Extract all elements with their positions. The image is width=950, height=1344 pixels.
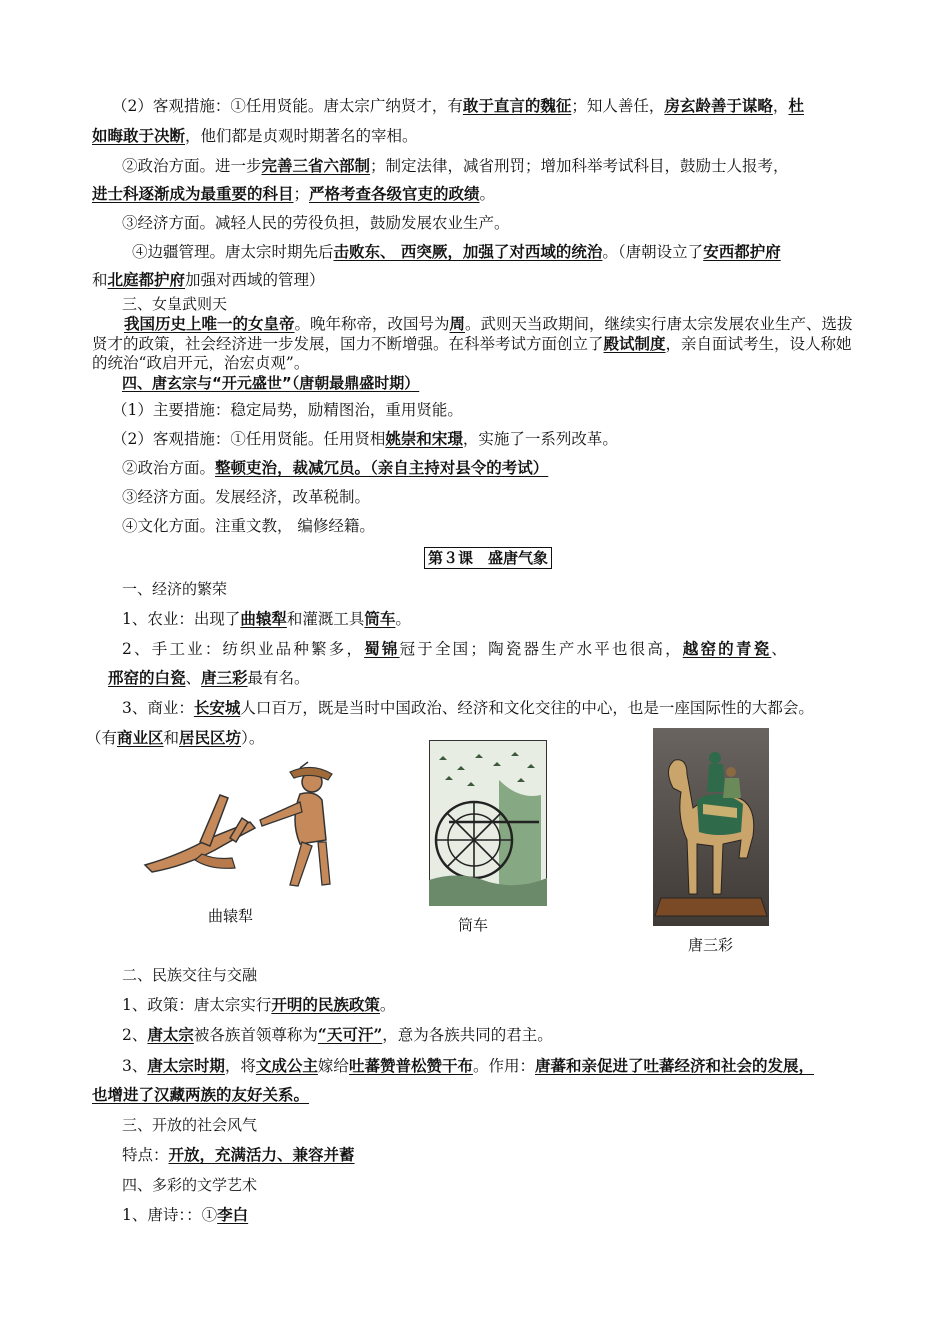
key-term: 进士科逐渐成为最重要的科目 — [92, 184, 294, 203]
key-term: 如晦敢于决断 — [92, 126, 186, 145]
text-line — [122, 1056, 892, 1076]
section-heading: 三、女皇武则天 — [122, 295, 228, 313]
text: 1、农业：出现了 — [122, 610, 241, 628]
text: 和 — [163, 729, 180, 747]
key-term: 越窑的青瓷 — [682, 639, 772, 658]
text-line — [112, 429, 882, 449]
text-line: （1）主要措施：稳定局势，励精图治，重用贤能。 — [112, 401, 463, 419]
text: 3、 — [122, 1057, 148, 1075]
text: 被各族首领尊称为 — [193, 1026, 318, 1044]
text: 。 — [379, 996, 396, 1014]
key-term: 杜 — [788, 96, 804, 115]
text-line — [92, 126, 862, 146]
text: 。作用： — [472, 1057, 535, 1075]
key-term: 文成公主 — [255, 1056, 318, 1075]
key-term: 唐三彩 — [201, 668, 248, 687]
key-term: 整顿吏治，裁减冗员。（亲自主持对县令的考试） — [215, 458, 549, 477]
key-term: 居民区坊 — [179, 728, 242, 747]
key-term: 敢于直言的魏征 — [462, 96, 572, 115]
key-term: 完善三省六部制 — [261, 156, 371, 175]
text-line — [92, 184, 862, 204]
text: ，将 — [224, 1057, 256, 1075]
text: ；知人善任， — [571, 97, 665, 115]
text: ， — [772, 97, 789, 115]
text-line: ③经济方面。发展经济，改革税制。 — [122, 488, 371, 506]
text-line — [122, 1205, 892, 1225]
key-term: 击败东、 西突厥，加强了对西域的统治 — [333, 242, 603, 261]
key-term: 我国历史上唯一的女皇帝 — [124, 314, 295, 333]
text-line — [122, 698, 892, 718]
text: 2、手工业：纺织业品种繁多， — [122, 640, 365, 658]
text: （有 — [86, 729, 118, 747]
key-term: 唐蕃和亲促进了吐蕃经济和社会的发展， — [534, 1056, 814, 1075]
text-line — [92, 1085, 862, 1105]
text: （2）客观措施：①任用贤能。任用贤相 — [112, 430, 386, 448]
text-line — [122, 995, 892, 1015]
key-term: 严格考查各级官吏的政绩 — [309, 184, 480, 203]
section-heading: 四、唐玄宗与“开元盛世”（唐朝最鼎盛时期） — [122, 374, 420, 392]
key-term: 蜀锦 — [364, 639, 400, 658]
text: 。晚年称帝，改国号为 — [294, 315, 450, 333]
key-term: “天可汗” — [317, 1025, 383, 1044]
text: ）。 — [241, 729, 265, 747]
text: 。 — [395, 610, 411, 628]
plough-illustration — [140, 760, 340, 900]
paragraph — [92, 314, 862, 373]
figure-caption: 唐三彩 — [688, 936, 734, 954]
text: ，亲自面试考生，设人称她的统治“政启开元，治宏贞观”。 — [92, 335, 852, 372]
text: 嫁给 — [317, 1057, 349, 1075]
figure-caption: 曲辕犁 — [208, 907, 254, 925]
text-line — [122, 1025, 892, 1045]
key-term: 安西都护府 — [703, 242, 781, 261]
text-line — [122, 639, 892, 659]
text: 、 — [185, 669, 202, 687]
lesson-title: 第３课 盛唐气象 — [424, 547, 552, 569]
key-term: 殿试制度 — [603, 334, 666, 353]
text: 人口百万，既是当时中国政治、经济和文化交往的中心，也是一座国际性的大都会。 — [240, 699, 814, 717]
text: 特点： — [122, 1146, 169, 1164]
key-term: 姚崇和宋璟 — [385, 429, 463, 448]
key-term: 也增进了汉藏两族的友好关系。 — [92, 1085, 310, 1104]
key-term: 唐太宗时期 — [147, 1056, 225, 1075]
sancai-camel-photo — [653, 728, 769, 926]
text-line — [122, 458, 892, 478]
text-line — [122, 156, 892, 176]
key-term: 开明的民族政策 — [271, 995, 380, 1014]
text-line — [122, 609, 892, 629]
key-term: 周 — [449, 314, 466, 333]
key-term: 邢窑的白瓷 — [108, 668, 186, 687]
text: ； — [293, 185, 310, 203]
text: 加强对西域的管理） — [185, 271, 325, 289]
text: 冠于全国；陶瓷器生产水平也很高， — [399, 640, 683, 658]
text: 1、政策：唐太宗实行 — [122, 996, 272, 1014]
text: 。 — [479, 185, 496, 203]
text-line — [112, 96, 882, 116]
text-line — [92, 270, 862, 290]
key-term: 唐太宗 — [147, 1025, 194, 1044]
text-line — [122, 213, 892, 233]
key-term: 吐蕃赞普松赞干布 — [348, 1056, 473, 1075]
key-term: 开放，充满活力、兼容并蓄 — [168, 1145, 355, 1164]
waterwheel-illustration — [429, 740, 547, 906]
section-heading: 一、经济的繁荣 — [122, 580, 228, 598]
text: 和灌溉工具 — [286, 610, 365, 628]
key-term: 北庭都护府 — [107, 270, 186, 289]
section-heading: 四、多彩的文学艺术 — [122, 1176, 258, 1194]
text: 1、唐诗：：① — [122, 1206, 218, 1224]
key-term: 长安城 — [193, 698, 241, 717]
text: ③经济方面。减轻人民的劳役负担，鼓励发展农业生产。 — [122, 214, 510, 232]
key-term: 李白 — [217, 1205, 249, 1224]
text: 3、商业： — [122, 699, 194, 717]
text: 。武则天当政期间，继续实行唐太宗发展农业生产、选拔贤才的政策，社会经济进一步发展，国力不断增强。在科举考试方面创立了 — [92, 315, 853, 353]
text: ，意为各族共同的君主。 — [382, 1026, 553, 1044]
text: ；制定法律，减省刑罚；增加科举考试科目，鼓励士人报考， — [370, 157, 789, 175]
key-term: 商业区 — [117, 728, 164, 747]
text: ，实施了一系列改革。 — [462, 430, 618, 448]
text: ②政治方面。 — [122, 459, 216, 477]
text-line — [108, 668, 878, 688]
text-line — [122, 1145, 892, 1165]
text: 。（唐朝设立了 — [602, 243, 704, 261]
text: ，他们都是贞观时期著名的宰相。 — [185, 127, 418, 145]
text: 最有名。 — [247, 669, 310, 687]
text: 2、 — [122, 1026, 148, 1044]
text-line: ④文化方面。注重文教， 编修经籍。 — [122, 517, 375, 535]
text: 、 — [771, 640, 789, 658]
text: （2）客观措施：①任用贤能。唐太宗广纳贤才，有 — [112, 97, 463, 115]
figure-caption: 筒车 — [458, 916, 489, 934]
text: ②政治方面。进一步 — [122, 157, 262, 175]
key-term: 筒车 — [364, 609, 396, 628]
text-line — [132, 242, 902, 262]
key-term: 房玄龄善于谋略 — [664, 96, 773, 115]
section-heading: 三、开放的社会风气 — [122, 1116, 258, 1134]
key-term: 曲辕犁 — [240, 609, 287, 628]
text: 和 — [92, 271, 108, 289]
text: ④边疆管理。唐太宗时期先后 — [132, 243, 334, 261]
section-heading: 二、民族交往与交融 — [122, 966, 258, 984]
